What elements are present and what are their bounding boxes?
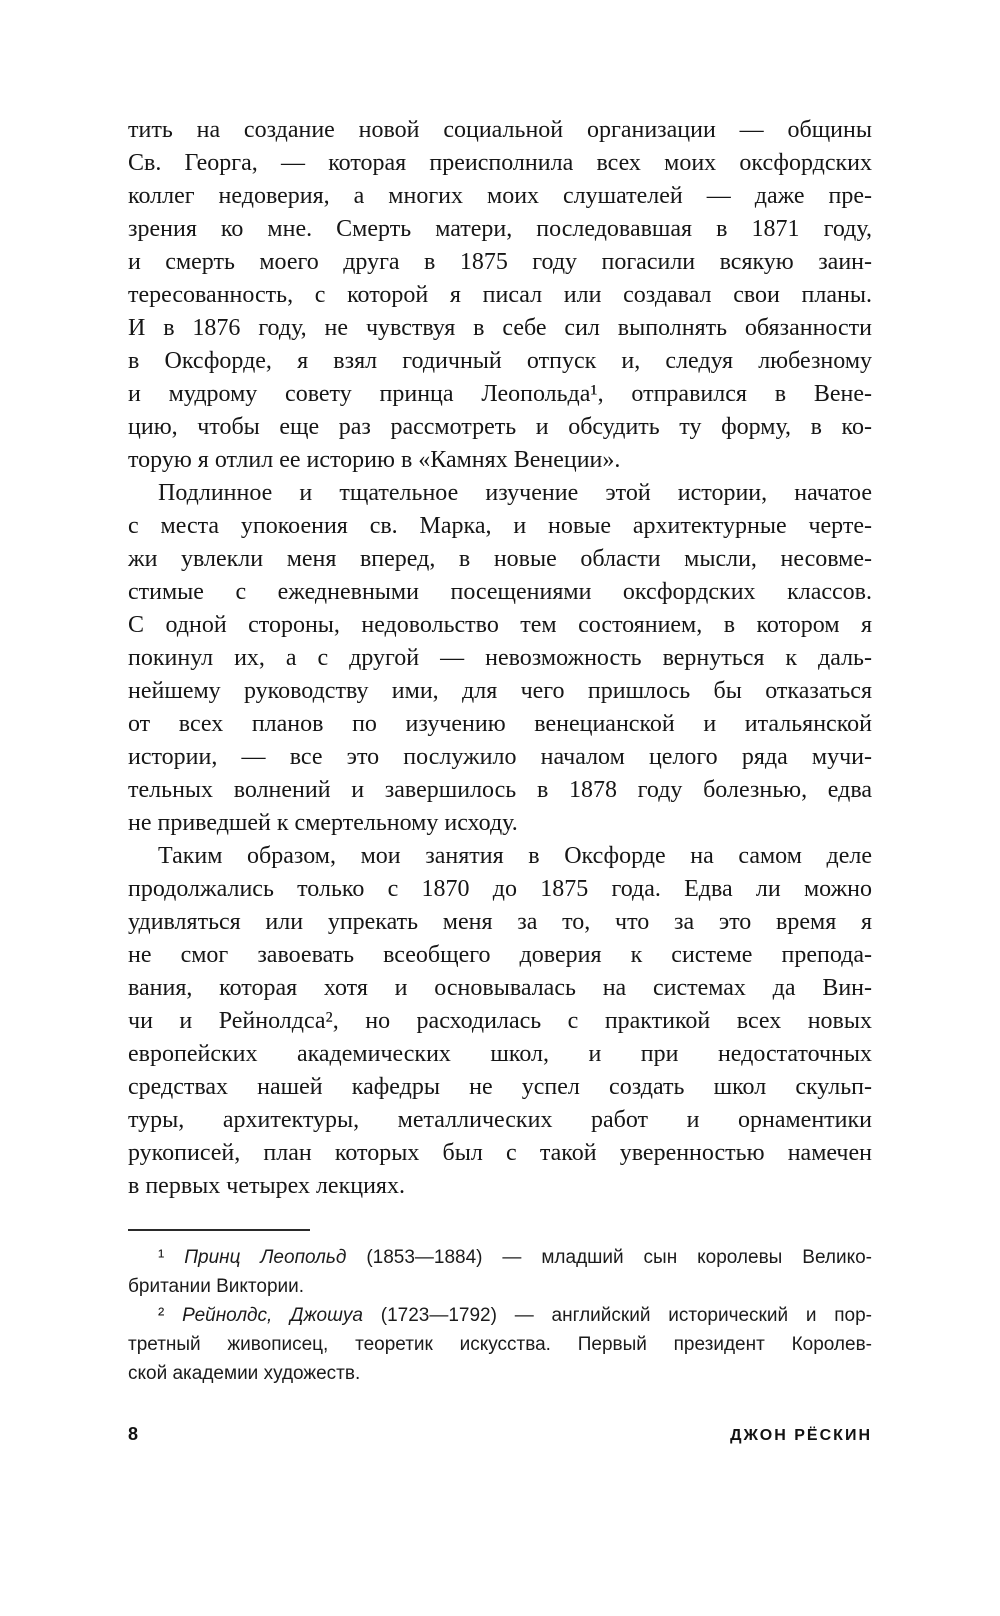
text-line: удивляться или упрекать меня за то, что за это время я (128, 909, 872, 935)
text-line: в первых четырех лекциях. (128, 1173, 405, 1199)
paragraph (128, 840, 872, 1203)
footnote-line (128, 1272, 872, 1301)
text-line: коллег недоверия, а многих моих слушателей — даже пре- (128, 183, 872, 209)
text-line: средствах нашей кафедры не успел создать школ скульп- (128, 1074, 872, 1100)
footnote-line (128, 1359, 872, 1388)
text-line: вания, которая хотя и основывалась на системах да Вин- (128, 975, 872, 1001)
footnote (128, 1243, 872, 1301)
page-footer (128, 1424, 872, 1445)
footnote-text: (1723—1792) — английский исторический и пор- (362, 1305, 873, 1326)
text-line: европейских академических школ, и при недостаточных (128, 1041, 872, 1067)
page-content (128, 114, 872, 1388)
footnote-text: ² (158, 1305, 183, 1326)
text-line: и смерть моего друга в 1875 году погасили всякую заин- (128, 249, 872, 275)
text-line: тересованность, с которой я писал или создавал свои планы. (128, 282, 872, 308)
text-line: в Оксфорде, я взял годичный отпуск и, следуя любезному (128, 348, 872, 374)
text-line: рукописей, план которых был с такой уверенностью намечен (128, 1140, 872, 1166)
page-number: 8 (128, 1424, 139, 1444)
text-line: И в 1876 году, не чувствуя в себе сил выполнять обязанности (128, 315, 872, 341)
text-line: истории, — все это послужило началом целого ряда мучи- (128, 744, 872, 770)
paragraph (128, 477, 872, 840)
text-line: с места упокоения св. Марка, и новые архитектурные черте- (128, 513, 872, 539)
footnote-text: третный живописец, теоретик искусства. Первый президент Королев- (128, 1334, 872, 1355)
text-line: тить на создание новой социальной организации — общины (128, 117, 872, 143)
footnote-text: ¹ (158, 1247, 185, 1268)
footnote-text: (1853—1884) — младший сын королевы Велико- (346, 1247, 872, 1268)
text-line: и мудрому совету принца Леопольда¹, отправился в Вене- (128, 381, 872, 407)
text-line: торую я отлил ее историю в «Камнях Венеции». (128, 447, 621, 473)
text-line: Св. Георга, — которая преисполнила всех моих оксфордских (128, 150, 872, 176)
text-line: жи увлекли меня вперед, в новые области мысли, несовме- (128, 546, 872, 572)
text-line: стимые с ежедневными посещениями оксфордских классов. (128, 579, 872, 605)
footnote-text: ской академии художеств. (128, 1363, 361, 1384)
text-line: туры, архитектуры, металлических работ и орнаментики (128, 1107, 872, 1133)
footnote-separator-rule (128, 1229, 310, 1231)
running-title: ДЖОН РЁСКИН (730, 1427, 872, 1444)
body-text (128, 114, 872, 1203)
text-line: Таким образом, мои занятия в Оксфорде на самом деле (158, 843, 872, 869)
text-line: тельных волнений и завершилось в 1878 году болезнью, едва (128, 777, 872, 803)
footnote-line (128, 1330, 872, 1359)
footnote-term: Принц Леопольд (184, 1247, 347, 1268)
text-line: С одной стороны, недовольство тем состоянием, в котором я (128, 612, 872, 638)
footnote-text: британии Виктории. (128, 1276, 305, 1297)
footnote-line (128, 1301, 872, 1330)
text-line: нейшему руководству ими, для чего пришлось бы отказаться (128, 678, 872, 704)
footnote (128, 1301, 872, 1388)
text-line: Подлинное и тщательное изучение этой истории, начатое (158, 480, 872, 506)
text-line: цию, чтобы еще раз рассмотреть и обсудить ту форму, в ко- (128, 414, 872, 440)
text-line: чи и Рейнолдса², но расходилась с практикой всех новых (128, 1008, 872, 1034)
paragraph (128, 114, 872, 477)
text-line: не смог завоевать всеобщего доверия к системе препода- (128, 942, 872, 968)
footnotes (128, 1243, 872, 1388)
text-line: продолжались только с 1870 до 1875 года. Едва ли можно (128, 876, 872, 902)
text-line: не приведшей к смертельному исходу. (128, 810, 518, 836)
footnote-line (128, 1243, 872, 1272)
text-line: от всех планов по изучению венецианской и итальянской (128, 711, 872, 737)
text-line: покинул их, а с другой — невозможность вернуться к даль- (128, 645, 872, 671)
footnote-term: Рейнолдс, Джошуа (182, 1305, 363, 1326)
text-line: зрения ко мне. Смерть матери, последовавшая в 1871 году, (128, 216, 872, 242)
